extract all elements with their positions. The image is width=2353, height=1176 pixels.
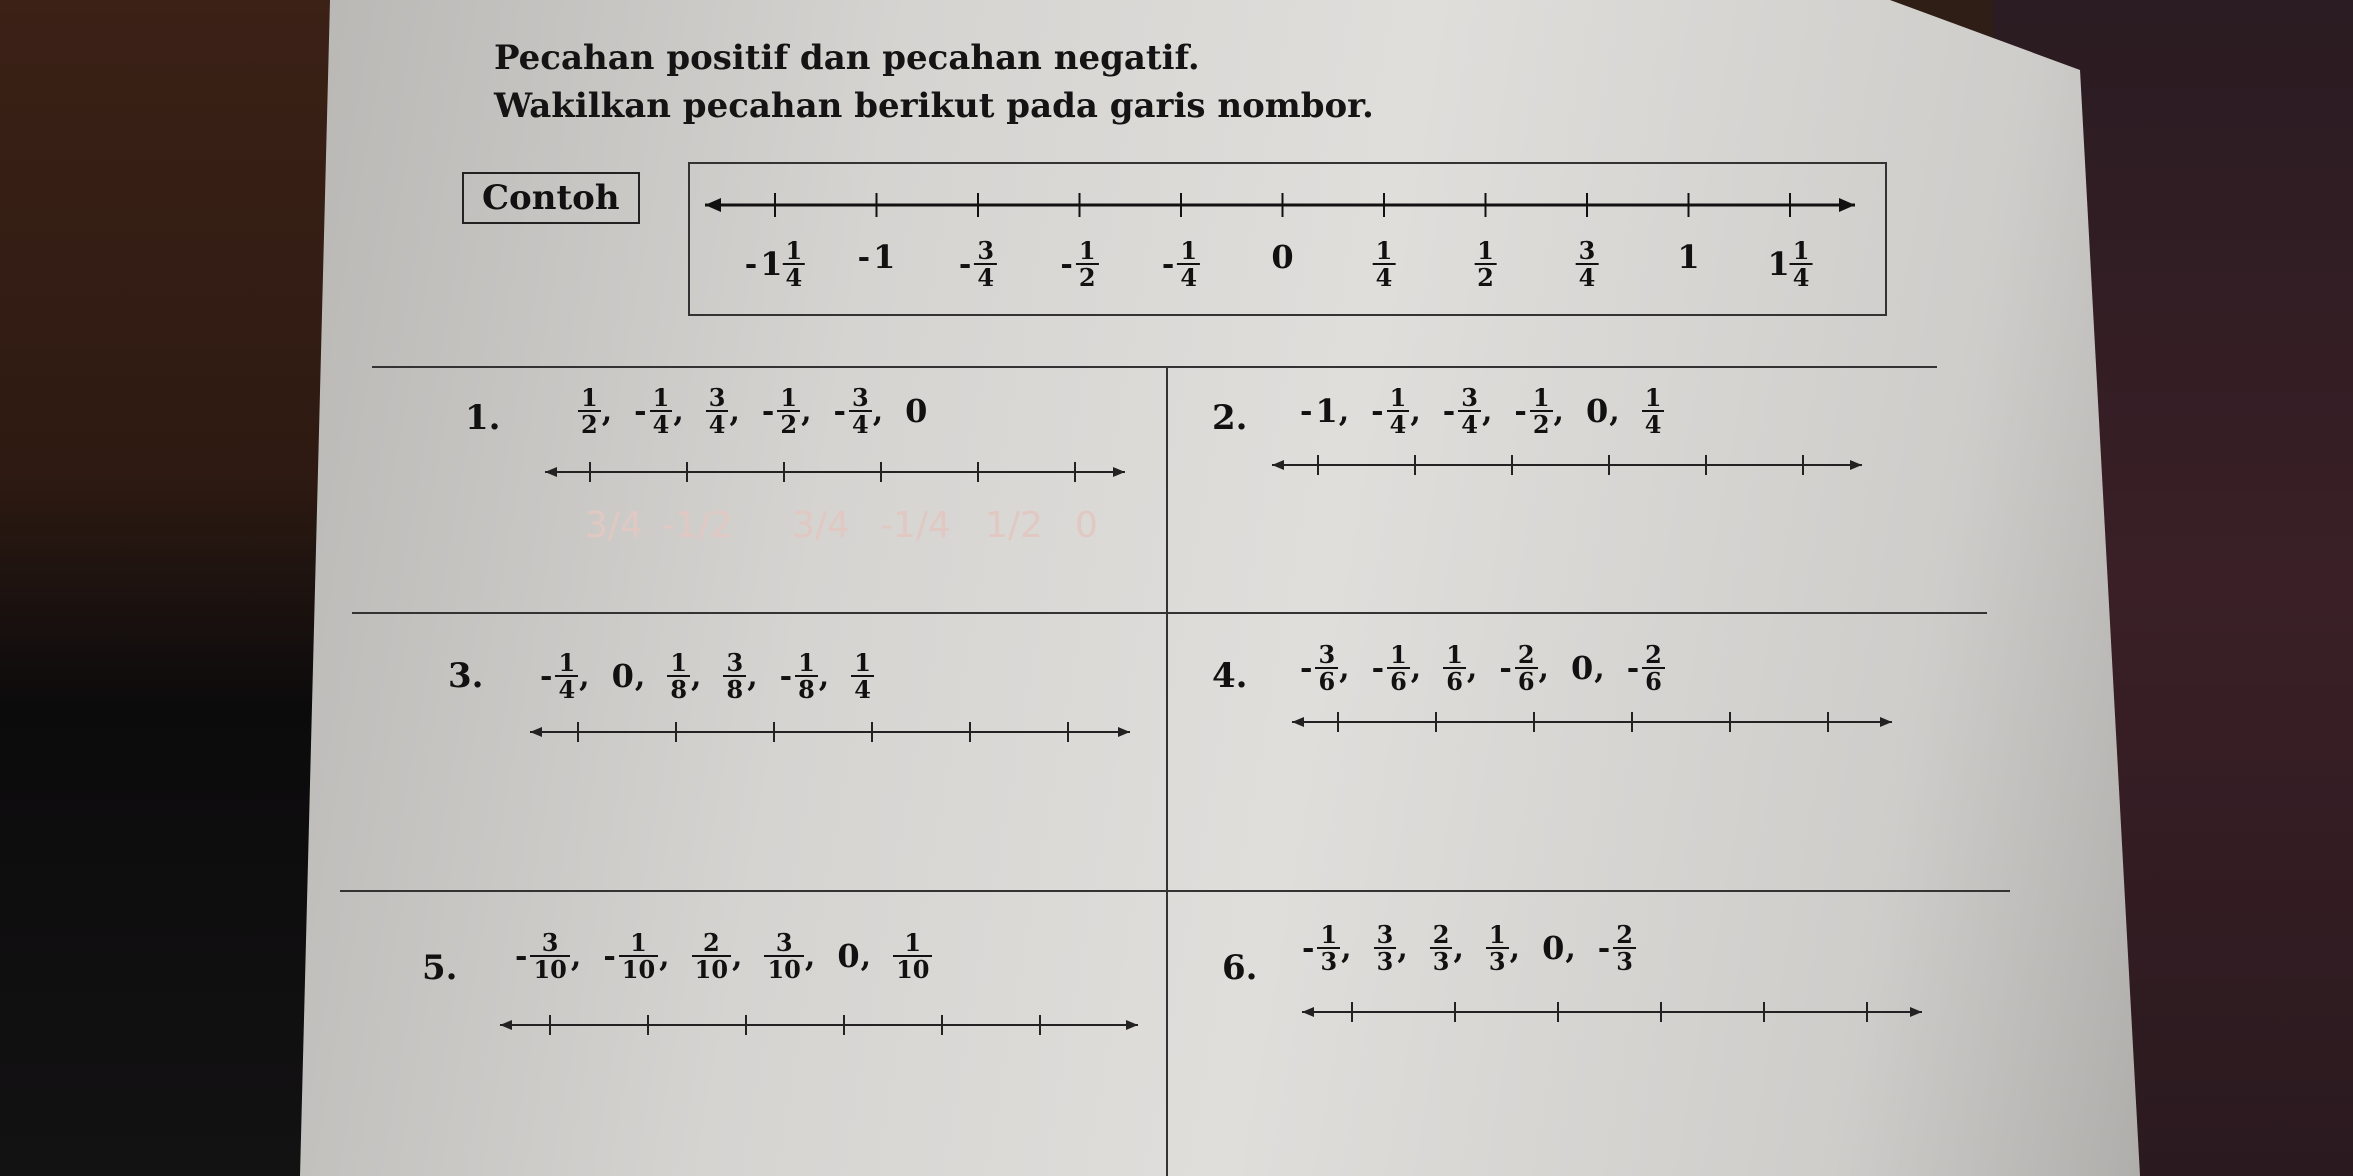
comma: , <box>804 938 816 974</box>
minus-sign: - <box>1499 650 1512 686</box>
comma: , <box>1410 393 1421 429</box>
whole-number: 0 <box>1542 929 1565 968</box>
comma: , <box>1453 930 1464 966</box>
numerator: 1 <box>1389 383 1407 412</box>
denominator: 6 <box>1642 667 1665 694</box>
minus-sign: - <box>833 393 846 429</box>
arrow-right-icon <box>1880 717 1892 727</box>
numerator: 1 <box>1320 920 1338 949</box>
minus-sign: - <box>1597 930 1611 966</box>
numerator: 1 <box>904 928 922 957</box>
comma: , <box>673 393 684 429</box>
numerator: 1 <box>798 648 815 677</box>
numerator: 2 <box>1616 920 1633 949</box>
numerator: 3 <box>726 648 744 677</box>
question-5-number: 5. <box>422 948 458 988</box>
numerator: 1 <box>581 383 598 412</box>
numerator: 1 <box>1375 236 1393 265</box>
minus-sign: - <box>779 658 793 694</box>
arrow-right-icon <box>1113 467 1125 477</box>
handwritten-answer: 0 <box>1075 505 1098 546</box>
denominator: 4 <box>555 675 578 702</box>
denominator: 2 <box>777 410 800 437</box>
comma: , <box>732 938 743 974</box>
comma: , <box>659 938 670 974</box>
numerator: 1 <box>558 648 576 677</box>
denominator: 6 <box>1443 667 1466 694</box>
numerator: 2 <box>1432 920 1450 949</box>
question-1-number: 1. <box>465 398 501 438</box>
minus-sign: - <box>540 658 553 694</box>
denominator: 3 <box>1430 947 1453 974</box>
denominator: 3 <box>1613 947 1636 974</box>
comma: , <box>818 658 830 694</box>
denominator: 6 <box>1515 667 1538 694</box>
question-2-number: 2. <box>1212 398 1248 438</box>
comma: , <box>860 938 872 974</box>
denominator: 10 <box>692 955 731 982</box>
denominator: 4 <box>706 410 729 437</box>
arrow-left-icon <box>545 467 557 477</box>
numerator: 3 <box>977 236 995 265</box>
denominator: 4 <box>1177 263 1200 290</box>
comma: , <box>1339 650 1350 686</box>
minus-sign: - <box>603 938 616 974</box>
denominator: 2 <box>1474 263 1497 290</box>
minus-sign: - <box>1371 650 1385 686</box>
denominator: 2 <box>1530 410 1553 437</box>
denominator: 3 <box>1317 947 1340 974</box>
numerator: 1 <box>670 648 688 677</box>
comma: , <box>634 658 646 694</box>
minus-sign: - <box>634 393 647 429</box>
denominator: 10 <box>619 955 658 982</box>
numerator: 1 <box>1180 236 1198 265</box>
denominator: 3 <box>1374 947 1397 974</box>
arrow-left-icon <box>1292 717 1304 727</box>
denominator: 4 <box>974 263 997 290</box>
comma: , <box>1538 650 1549 686</box>
comma: , <box>801 393 812 429</box>
arrow-right-icon <box>1118 727 1130 737</box>
comma: , <box>1397 930 1408 966</box>
whole-number: 0 <box>1586 392 1609 431</box>
comma: , <box>1466 650 1478 686</box>
whole-number: 1 <box>760 245 783 284</box>
denominator: 10 <box>530 955 569 982</box>
denominator: 4 <box>1790 263 1813 290</box>
minus-sign: - <box>515 938 528 974</box>
comma: , <box>1341 930 1352 966</box>
numerator: 3 <box>1461 383 1478 412</box>
numerator: 1 <box>1390 640 1407 669</box>
whole-number: 0 <box>611 657 634 696</box>
denominator: 6 <box>1315 667 1338 694</box>
comma: , <box>1338 393 1350 429</box>
numerator: 3 <box>851 383 869 412</box>
heading-line-2: Wakilkan pecahan berikut pada garis nombor. <box>494 86 1374 126</box>
comma: , <box>729 393 740 429</box>
denominator: 10 <box>893 955 932 982</box>
comma: , <box>1553 393 1564 429</box>
arrow-left-icon <box>500 1020 512 1030</box>
comma: , <box>579 658 590 694</box>
question-3-number: 3. <box>448 656 484 696</box>
numerator: 1 <box>785 236 803 265</box>
denominator: 8 <box>723 675 746 702</box>
comma: , <box>1509 930 1521 966</box>
numerator: 2 <box>1517 640 1535 669</box>
numerator: 1 <box>1532 383 1550 412</box>
whole-number: 0 <box>1570 649 1594 688</box>
denominator: 4 <box>851 675 874 702</box>
denominator: 3 <box>1486 947 1509 974</box>
numerator: 3 <box>541 928 559 957</box>
comma: , <box>570 938 582 974</box>
whole-number: 1 <box>1677 238 1700 276</box>
denominator: 10 <box>764 955 803 982</box>
denominator: 4 <box>650 410 673 437</box>
whole-number: 0 <box>1271 238 1294 276</box>
numerator: 1 <box>1488 920 1506 949</box>
denominator: 4 <box>1576 263 1599 290</box>
denominator: 4 <box>783 263 806 290</box>
minus-sign: - <box>857 239 871 275</box>
handwritten-answer: 3/4 <box>585 505 643 546</box>
denominator: 4 <box>1642 410 1665 437</box>
denominator: 6 <box>1387 667 1410 694</box>
whole-number: 1 <box>1315 392 1338 431</box>
numerator: 1 <box>652 383 670 412</box>
comma: , <box>1594 650 1605 686</box>
denominator: 4 <box>1458 410 1481 437</box>
comma: , <box>1609 393 1620 429</box>
comma: , <box>747 658 758 694</box>
comma: , <box>1481 393 1493 429</box>
minus-sign: - <box>1302 930 1315 966</box>
numerator: 1 <box>630 928 647 957</box>
denominator: 8 <box>667 675 690 702</box>
numerator: 1 <box>1644 383 1662 412</box>
numerator: 3 <box>1376 920 1394 949</box>
numerator: 2 <box>702 928 720 957</box>
question-6-number: 6. <box>1222 948 1258 988</box>
denominator: 4 <box>849 410 872 437</box>
numerator: 1 <box>1446 640 1463 669</box>
minus-sign: - <box>1161 246 1175 282</box>
whole-number: 1 <box>873 238 896 276</box>
handwritten-answer: 3/4 <box>792 505 850 546</box>
comma: , <box>691 658 702 694</box>
whole-number: 0 <box>905 392 928 431</box>
arrow-left-icon <box>1272 460 1284 470</box>
comma: , <box>1565 930 1576 966</box>
minus-sign: - <box>744 246 758 282</box>
example-label: Contoh <box>462 172 640 224</box>
whole-number: 0 <box>837 937 860 976</box>
question-4-number: 4. <box>1212 656 1248 696</box>
numerator: 1 <box>1792 236 1810 265</box>
arrow-right-icon <box>1126 1020 1138 1030</box>
denominator: 4 <box>1373 263 1396 290</box>
minus-sign: - <box>1371 393 1384 429</box>
minus-sign: - <box>1442 393 1456 429</box>
numerator: 1 <box>854 648 871 677</box>
handwritten-answer: -1/2 <box>662 505 733 546</box>
minus-sign: - <box>1514 393 1527 429</box>
minus-sign: - <box>1300 393 1313 429</box>
numerator: 3 <box>1578 236 1596 265</box>
denominator: 4 <box>1387 410 1410 437</box>
comma: , <box>601 393 613 429</box>
denominator: 2 <box>1076 263 1099 290</box>
numerator: 3 <box>775 928 793 957</box>
arrow-left-icon <box>1302 1007 1314 1017</box>
minus-sign: - <box>1626 650 1640 686</box>
arrow-right-icon <box>1910 1007 1922 1017</box>
numerator: 2 <box>1645 640 1662 669</box>
denominator: 2 <box>578 410 601 437</box>
whole-number: 1 <box>1767 245 1790 284</box>
minus-sign: - <box>958 246 972 282</box>
numerator: 1 <box>780 383 798 412</box>
denominator: 8 <box>795 675 818 702</box>
numerator: 1 <box>1477 236 1494 265</box>
numerator: 1 <box>1078 236 1096 265</box>
arrow-left-icon <box>530 727 542 737</box>
handwritten-answer: 1/2 <box>985 505 1043 546</box>
handwritten-answer: -1/4 <box>880 505 951 546</box>
minus-sign: - <box>761 393 775 429</box>
minus-sign: - <box>1300 650 1313 686</box>
arrow-right-icon <box>1850 460 1862 470</box>
numerator: 3 <box>708 383 726 412</box>
heading-line-1: Pecahan positif dan pecahan negatif. <box>494 38 1200 78</box>
minus-sign: - <box>1060 246 1073 282</box>
numerator: 3 <box>1318 640 1336 669</box>
comma: , <box>872 393 884 429</box>
comma: , <box>1410 650 1422 686</box>
